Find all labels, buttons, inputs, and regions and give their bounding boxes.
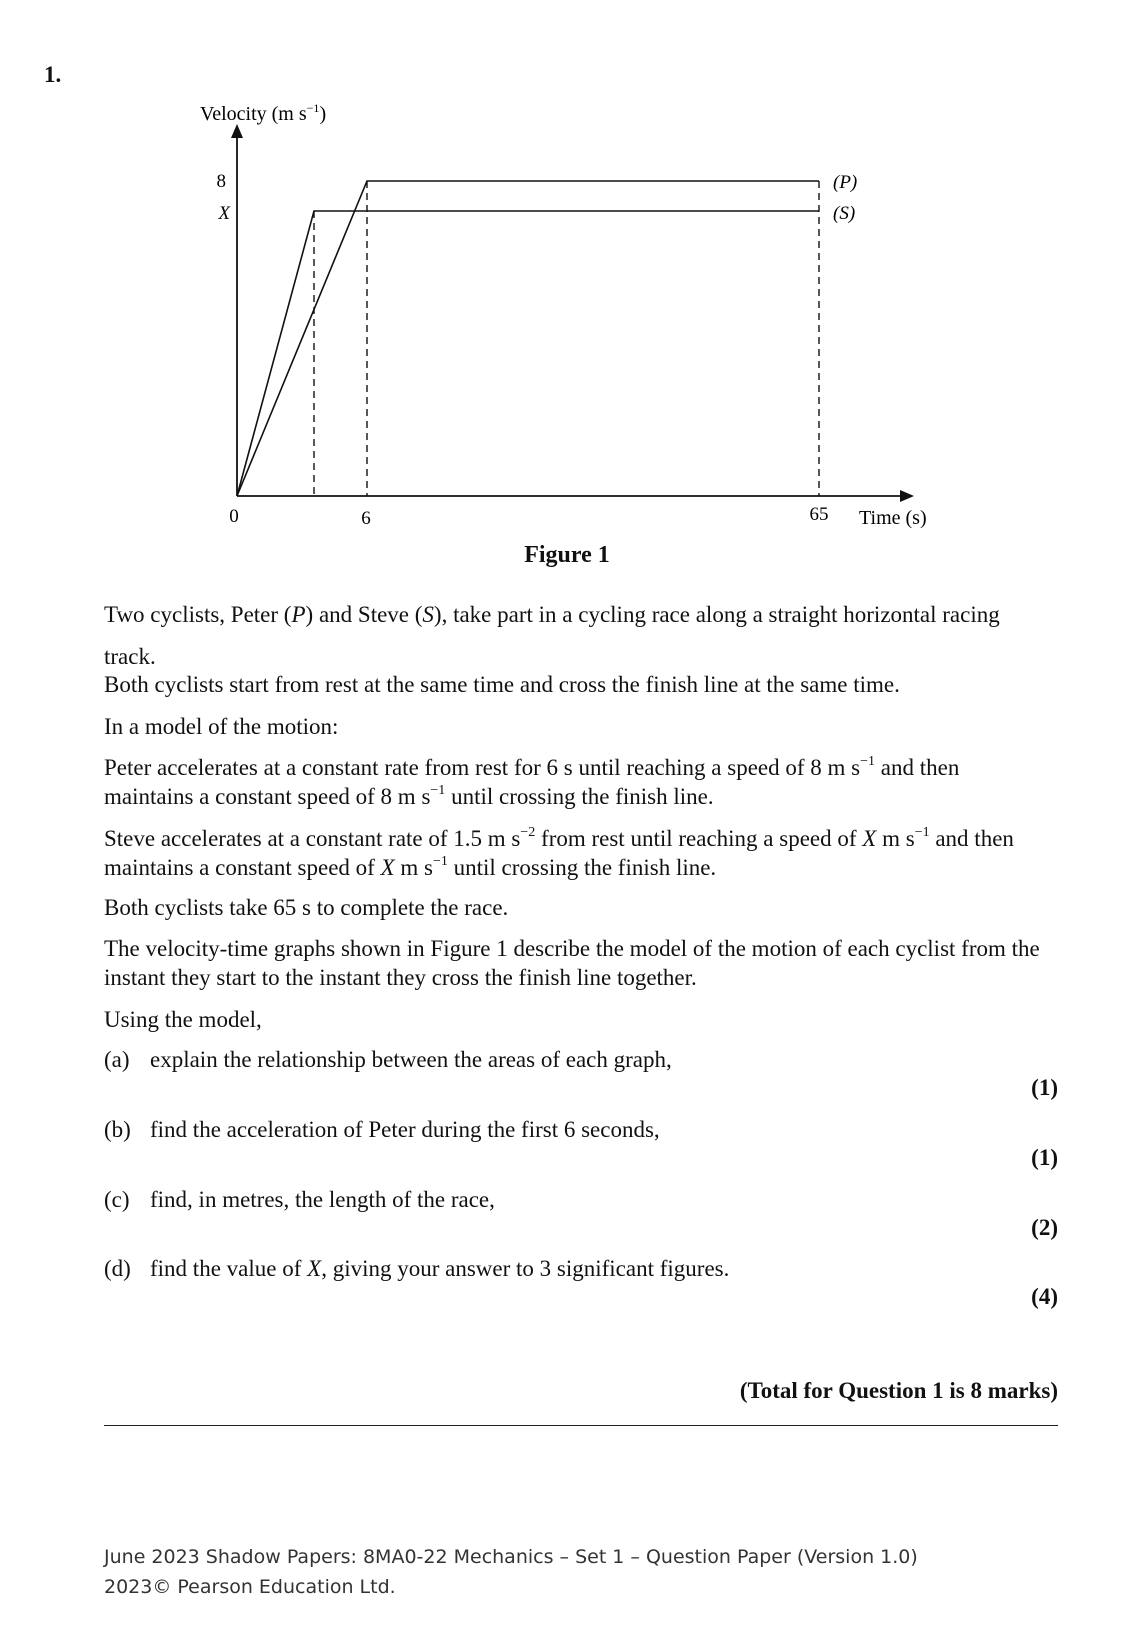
paragraph-time: Both cyclists take 65 s to complete the race. bbox=[104, 895, 509, 920]
part-a-text: explain the relationship between the areas of each graph, bbox=[150, 1047, 672, 1072]
part-c-marks: (2) bbox=[1031, 1215, 1058, 1240]
part-d-text: find the value of bbox=[150, 1256, 308, 1281]
part-c-label: (c) bbox=[104, 1187, 130, 1212]
part-b-label: (b) bbox=[104, 1117, 131, 1142]
y-axis-label-sup: −1 bbox=[306, 101, 320, 115]
part-b-text: find the acceleration of Peter during the first 6 seconds, bbox=[150, 1117, 660, 1142]
part-a bbox=[104, 1047, 672, 1073]
x-tick-6: 6 bbox=[361, 508, 371, 529]
paragraph-using: Using the model, bbox=[104, 1007, 262, 1032]
y-tick-8: 8 bbox=[216, 171, 226, 192]
part-b-marks: (1) bbox=[1031, 1145, 1058, 1170]
series-steve-line bbox=[237, 211, 819, 496]
question-number: 1. bbox=[44, 62, 62, 87]
part-d: (d) find the value of X, giving your answer to 3 significant figures. bbox=[104, 1256, 730, 1281]
part-a-marks: (1) bbox=[1031, 1075, 1058, 1100]
footer-line-1: June 2023 Shadow Papers: 8MA0-22 Mechanics – Set 1 – Question Paper (Version 1.0) bbox=[104, 1546, 918, 1568]
x-axis-label: Time (s) bbox=[859, 507, 927, 529]
total-marks: (Total for Question 1 is 8 marks) bbox=[739, 1378, 1058, 1403]
paragraph-model: In a model of the motion: bbox=[104, 714, 339, 739]
paragraph-start: Both cyclists start from rest at the same time and cross the finish line at the same time. bbox=[104, 672, 900, 697]
part-c bbox=[104, 1187, 495, 1213]
y-axis-label: Velocity (m $s^{-1}$) bbox=[200, 101, 327, 125]
paragraph-cyclists: Two cyclists, Peter (P) and Steve (S), take part in a cycling race along a straight horizontal racing track. bbox=[104, 602, 1000, 669]
series-steve-label: (S) bbox=[833, 203, 856, 224]
x-axis-arrow bbox=[900, 490, 914, 502]
part-d-label: (d) bbox=[104, 1256, 131, 1281]
paragraph-graphs: The velocity-time graphs shown in Figure 1 describe the model of the motion of each cyclist from the instant they start to the instant they cross the finish line together. bbox=[104, 936, 1040, 990]
part-d-marks: (4) bbox=[1031, 1284, 1058, 1309]
part-b bbox=[104, 1117, 660, 1143]
part-a-label: (a) bbox=[104, 1047, 130, 1072]
part-c-text: find, in metres, the length of the race, bbox=[150, 1187, 495, 1212]
x-tick-65: 65 bbox=[809, 504, 829, 525]
series-peter-line bbox=[237, 181, 819, 496]
y-axis-arrow bbox=[231, 124, 243, 138]
paragraph-steve: Steve accelerates at a constant rate of 1.5 m $s^{-2}$ from rest until reaching a speed of X m $s^{-1}$ and then maintains a constant speed of X m $s^{-1}$ until crossing the finish line. bbox=[104, 825, 1014, 880]
series-peter-label: (P) bbox=[833, 172, 858, 193]
figure-caption: Figure 1 bbox=[524, 542, 610, 568]
y-tick-X: X bbox=[218, 203, 230, 224]
divider-line bbox=[104, 1425, 1058, 1426]
footer-line-2: 2023© Pearson Education Ltd. bbox=[104, 1576, 396, 1598]
x-tick-0: 0 bbox=[229, 506, 239, 527]
paragraph-peter: Peter accelerates at a constant rate from rest for 6 s until reaching a speed of 8 m $s^{-1}$ and then maintains a constant speed of 8 m $s^{-1}$ until crossing the finish line. bbox=[104, 754, 960, 809]
velocity-time-graph bbox=[0, 0, 1134, 560]
